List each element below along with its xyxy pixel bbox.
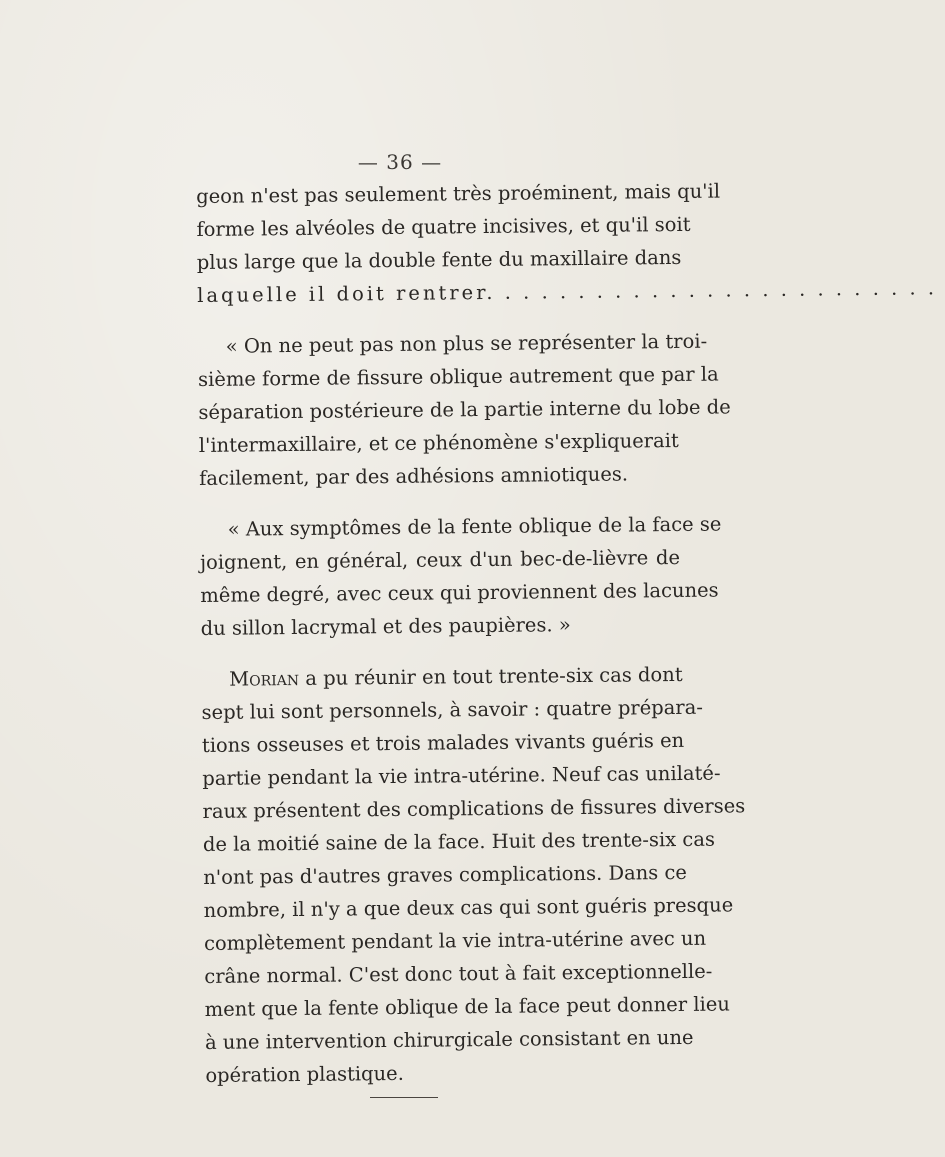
text-line: complètement pendant la vie intra-utérine avec un xyxy=(203,926,707,955)
text-line: « On ne peut pas non plus se représenter la troi- xyxy=(225,329,708,358)
text-line: raux présentent des complications de fissures diverses xyxy=(202,794,746,823)
paragraph-quote-1 xyxy=(197,325,731,495)
text-line xyxy=(201,658,681,696)
text-line: crâne normal. C'est donc tout à fait exceptionnelle- xyxy=(204,959,713,988)
author-name: Morian xyxy=(229,666,300,691)
text-line: du sillon lacrymal et des paupières. » xyxy=(200,613,571,640)
text-line: joignent, en général, ceux d'un bec-de-lièvre de xyxy=(199,545,681,574)
page-number: — 36 — xyxy=(357,150,443,174)
section-end-rule xyxy=(370,1097,438,1098)
text-line: nombre, il n'y a que deux cas qui sont guéris presque xyxy=(203,893,734,922)
text-line: sième forme de fissure oblique autrement que par la xyxy=(197,362,719,391)
text-line-leader: laquelle il doit rentrer. . . . . . . . . . . . . . . . . . . . . . . . . xyxy=(197,276,938,307)
text-line: partie pendant la vie intra-utérine. Neuf cas unilaté- xyxy=(202,761,721,790)
paragraph-continuation xyxy=(196,175,938,312)
paragraph-morian xyxy=(201,658,746,1092)
text-line: forme les alvéoles de quatre incisives, et qu'il soit xyxy=(196,212,691,241)
text-line: ment que la fente oblique de la face peut donner lieu xyxy=(204,992,730,1021)
text-line: même degré, avec ceux qui proviennent des lacunes xyxy=(200,578,719,607)
text-line: à une intervention chirurgicale consistant en une xyxy=(204,1025,694,1054)
body-text xyxy=(196,175,938,1092)
text-line: « Aux symptômes de la fente oblique de la face se xyxy=(227,512,722,541)
text-line: l'intermaxillaire, et ce phénomène s'expliquerait xyxy=(198,428,679,457)
text-line-rest: a pu réunir en tout trente-six cas dont xyxy=(298,662,683,690)
paragraph-quote-2 xyxy=(199,508,722,645)
text-line: opération plastique. xyxy=(205,1061,404,1087)
text-line: facilement, par des adhésions amniotiques. xyxy=(199,462,629,490)
text-line: séparation postérieure de la partie interne du lobe de xyxy=(198,395,731,424)
text-line: geon n'est pas seulement très proéminent, mais qu'il xyxy=(196,179,721,208)
text-line: plus large que la double fente du maxillaire dans xyxy=(196,245,682,274)
text-line: tions osseuses et trois malades vivants guéris en xyxy=(201,728,685,757)
text-line: de la moitié saine de la face. Huit des trente-six cas xyxy=(202,827,716,856)
text-line: n'ont pas d'autres graves complications. Dans ce xyxy=(203,860,688,889)
text-line: sept lui sont personnels, à savoir : quatre prépara- xyxy=(201,695,703,724)
